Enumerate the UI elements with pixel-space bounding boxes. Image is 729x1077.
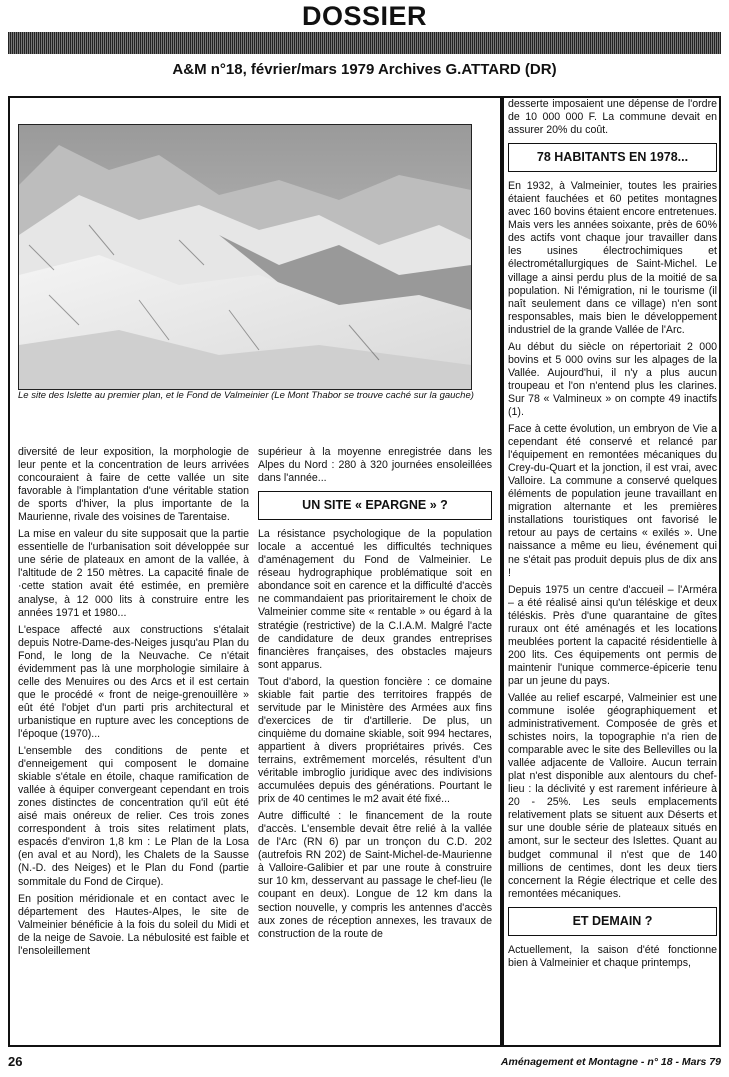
mountain-landscape-image bbox=[19, 125, 471, 389]
section-heading-habitants: 78 HABITANTS EN 1978... bbox=[508, 143, 717, 172]
photo-caption: Le site des Islette au premier plan, et le Fond de Valmeinier (Le Mont Thabor se trouve caché sur la gauche) bbox=[18, 390, 474, 401]
col3-paragraph: Actuellement, la saison d'été fonctionne bien à Valmeinier et chaque printemps, bbox=[508, 943, 717, 969]
column-middle bbox=[258, 446, 492, 945]
col1-paragraph: En position méridionale et en contact avec le département des Hautes-Alpes, le site de Valmeinier bénéficie à la fois du soleil du Midi et de la neige de Savoie. La nébulosité est faible et l'ensoleillement bbox=[18, 892, 249, 957]
page-number: 26 bbox=[8, 1054, 23, 1069]
col1-paragraph: L'espace affecté aux constructions s'étalait depuis Notre-Dame-des-Neiges jusqu'au Plan du Fond, le long de la Neuvache. Ce n'était évidemment pas là une morphologie similaire à celle des Menuires ou des Arcs et il est certain que le procédé « front de neige-grenouillère » eût été l'objet d'un parti pris architectural et urbanistique en rupture avec les conceptions de l'époque (1970)... bbox=[18, 623, 249, 740]
journal-footer: Aménagement et Montagne - n° 18 - Mars 79 bbox=[500, 1056, 721, 1068]
col2-paragraph: Autre difficulté : le financement de la route d'accès. L'ensemble devait être relié à la vallée de l'Arc (RN 6) par un tronçon du C.D. 202 (autrefois RN 202) de Saint-Michel-de-Maurienne à Valloire-Galibier et par une route à construire sur 10 km, desservant au passage le chef-lieu (le coupant en deux). Longue de 12 km dans la section nouvelle, y compris les antennes d'accès aux zones de réception annexes, les travaux de construction de la route de bbox=[258, 810, 492, 940]
col3-paragraph: Au début du siècle on répertoriait 2 000 bovins et 5 000 ovins sur les alpages de la Vallée. Aujourd'hui, il n'y a plus aucun troupeau et l'on n'entend plus les clarines. Sur 78 « Valmineux » on compte 49 inactifs (1). bbox=[508, 340, 717, 418]
col2-paragraph: Tout d'abord, la question foncière : ce domaine skiable fait partie des territoires frappés de servitude par le Ministère des Armées aux fins d'exercices de tir d'artillerie. De plus, un cinquième du domaine skiable, soit 994 hectares, appartient à divers propriétaires privés. Ces terrains, extrêmement morcelés, résultent d'un véritable imbroglio juridique avec des indivisions accumulées depuis des générations. Pourtant le prix de 40 centimes le m2 avait été fixé... bbox=[258, 675, 492, 806]
archive-subtitle: A&M n°18, février/mars 1979 Archives G.ATTARD (DR) bbox=[172, 61, 557, 78]
col3-intro: desserte imposaient une dépense de l'ordre de 10 000 000 F. La commune devait en assurer 20% du coût. bbox=[508, 98, 717, 137]
section-title: DOSSIER bbox=[301, 1, 428, 31]
col1-paragraph: La mise en valeur du site supposait que la partie essentielle de l'urbanisation soit développée sur une série de plateaux en amont de la vallée, à l'altitude de 2 150 mètres. La capacité finale de ·cette station avait été estimée, en première analyse, à 12 000 lits à construire entre les années 1971 et 1980... bbox=[18, 528, 249, 619]
col3-paragraph: Face à cette évolution, un embryon de Vie a cependant été conservé et relancé par l'équipement en remontées mécaniques du Crey-du-Quart et la jonction, il est vrai, avec Valloire. La commune a conservé quelques éléments de population jeune travaillant en migration alternante et les premières installations touristiques ont favorisé le retour au pays de certains « exilés ». Une naissance a même eu lieu, événement qui ne s'était pas produit depuis plus de dix ans ! bbox=[508, 423, 717, 579]
section-heading-epargne: UN SITE « EPARGNE » ? bbox=[258, 491, 492, 520]
col3-paragraph: Vallée au relief escarpé, Valmeinier est une commune isolée géographiquement et administrativement. Composée de grès et schistes noirs, la topographie n'a rien de comparable avec le site des Bellevilles ou la vallée adjacente de Valloire. Aucun terrain plat n'est disponible aux alentours du chef-lieu : la déclivité y est rarement inférieure à 20 - 25%. Les seuls emplacements relativement plats se situent aux Déserts et sur une double série de plateaux situés en amont, sur le secteur des Islettes. Quant au budget communal il n'est que de 140 millions de centimes, dont les deux tiers concernent la Régie électrique et celle des remontées mécaniques. bbox=[508, 691, 717, 900]
col1-paragraph: diversité de leur exposition, la morphologie de leur pente et la concentration de leurs arrivées concouraient à faire de cette vallée un site favorable à l'implantation d'une véritable station de sports d'hiver, la plus importante de la Maurienne, rivale des voisines de Tarentaise. bbox=[18, 446, 249, 524]
col1-paragraph: L'ensemble des conditions de pente et d'enneigement qui composent le domaine skiable s'étale en étoile, chaque ramification de vallée à équiper convergeant cependant en trois zones distinctes de concentration qu'il eût été aisé mais onéreux de relier. Ces trois zones correspondent à trois sites relatiment plats, espacés d'environ 1,8 km : Le Plan de la Losa (en aval et au Nord), les Chalets de la Sausse (N.-D. des Neiges) et le Plan du Fond (partie sommitale du Fond de Cirque). bbox=[18, 745, 249, 888]
column-left bbox=[18, 446, 249, 962]
col2-intro: supérieur à la moyenne enregistrée dans les Alpes du Nord : 280 à 320 journées ensoleillées dans l'année... bbox=[258, 446, 492, 485]
column-right bbox=[508, 98, 717, 974]
mountain-photo bbox=[18, 124, 472, 390]
header-band bbox=[8, 32, 721, 54]
section-heading-demain: ET DEMAIN ? bbox=[508, 907, 717, 936]
col3-paragraph: En 1932, à Valmeinier, toutes les prairies étaient fauchées et 60 petites montagnes avec 160 bovins étaient encore entretenues. Mais vers les années soixante, près de 60% des actifs vont chaque jour travailler dans les usines électrochimiques et électrométallurgiques de Saint-Michel. Le village a ainsi perdu plus de la moitié de sa population. Ni l'émigration, ni le tourisme (il naît seulement dans ce village) n'en sont responsables, mais bien le développement industriel de la grande Vallée de l'Arc. bbox=[508, 180, 717, 336]
col2-paragraph: La résistance psychologique de la population locale a accentué les difficultés techniques d'aménagement du Fond de Valmeinier. Le réseau hydrographique problématique soit en abondance soit en carence et la difficulté d'accès ne commandaient pas prioritairement le choix de Valmeinier comme site « rentable » ou égard à la stratégie (restrictive) de la C.I.A.M. Malgré l'acte de candidature de deux grandes entreprises financières françaises, des obstacles majeurs sont apparus. bbox=[258, 528, 492, 671]
col3-paragraph: Depuis 1975 un centre d'accueil – l'Arméra – a été réalisé ainsi qu'un téléskige et deux téléskis. Près d'une quarantaine de gîtes ruraux ont été aménagés et les locations meublées portent la capacité résidentielle à 200 lits. Ces équipements ont permis de maintenir l'unique commerce-épicerie tenu par un jeune du pays. bbox=[508, 583, 717, 687]
